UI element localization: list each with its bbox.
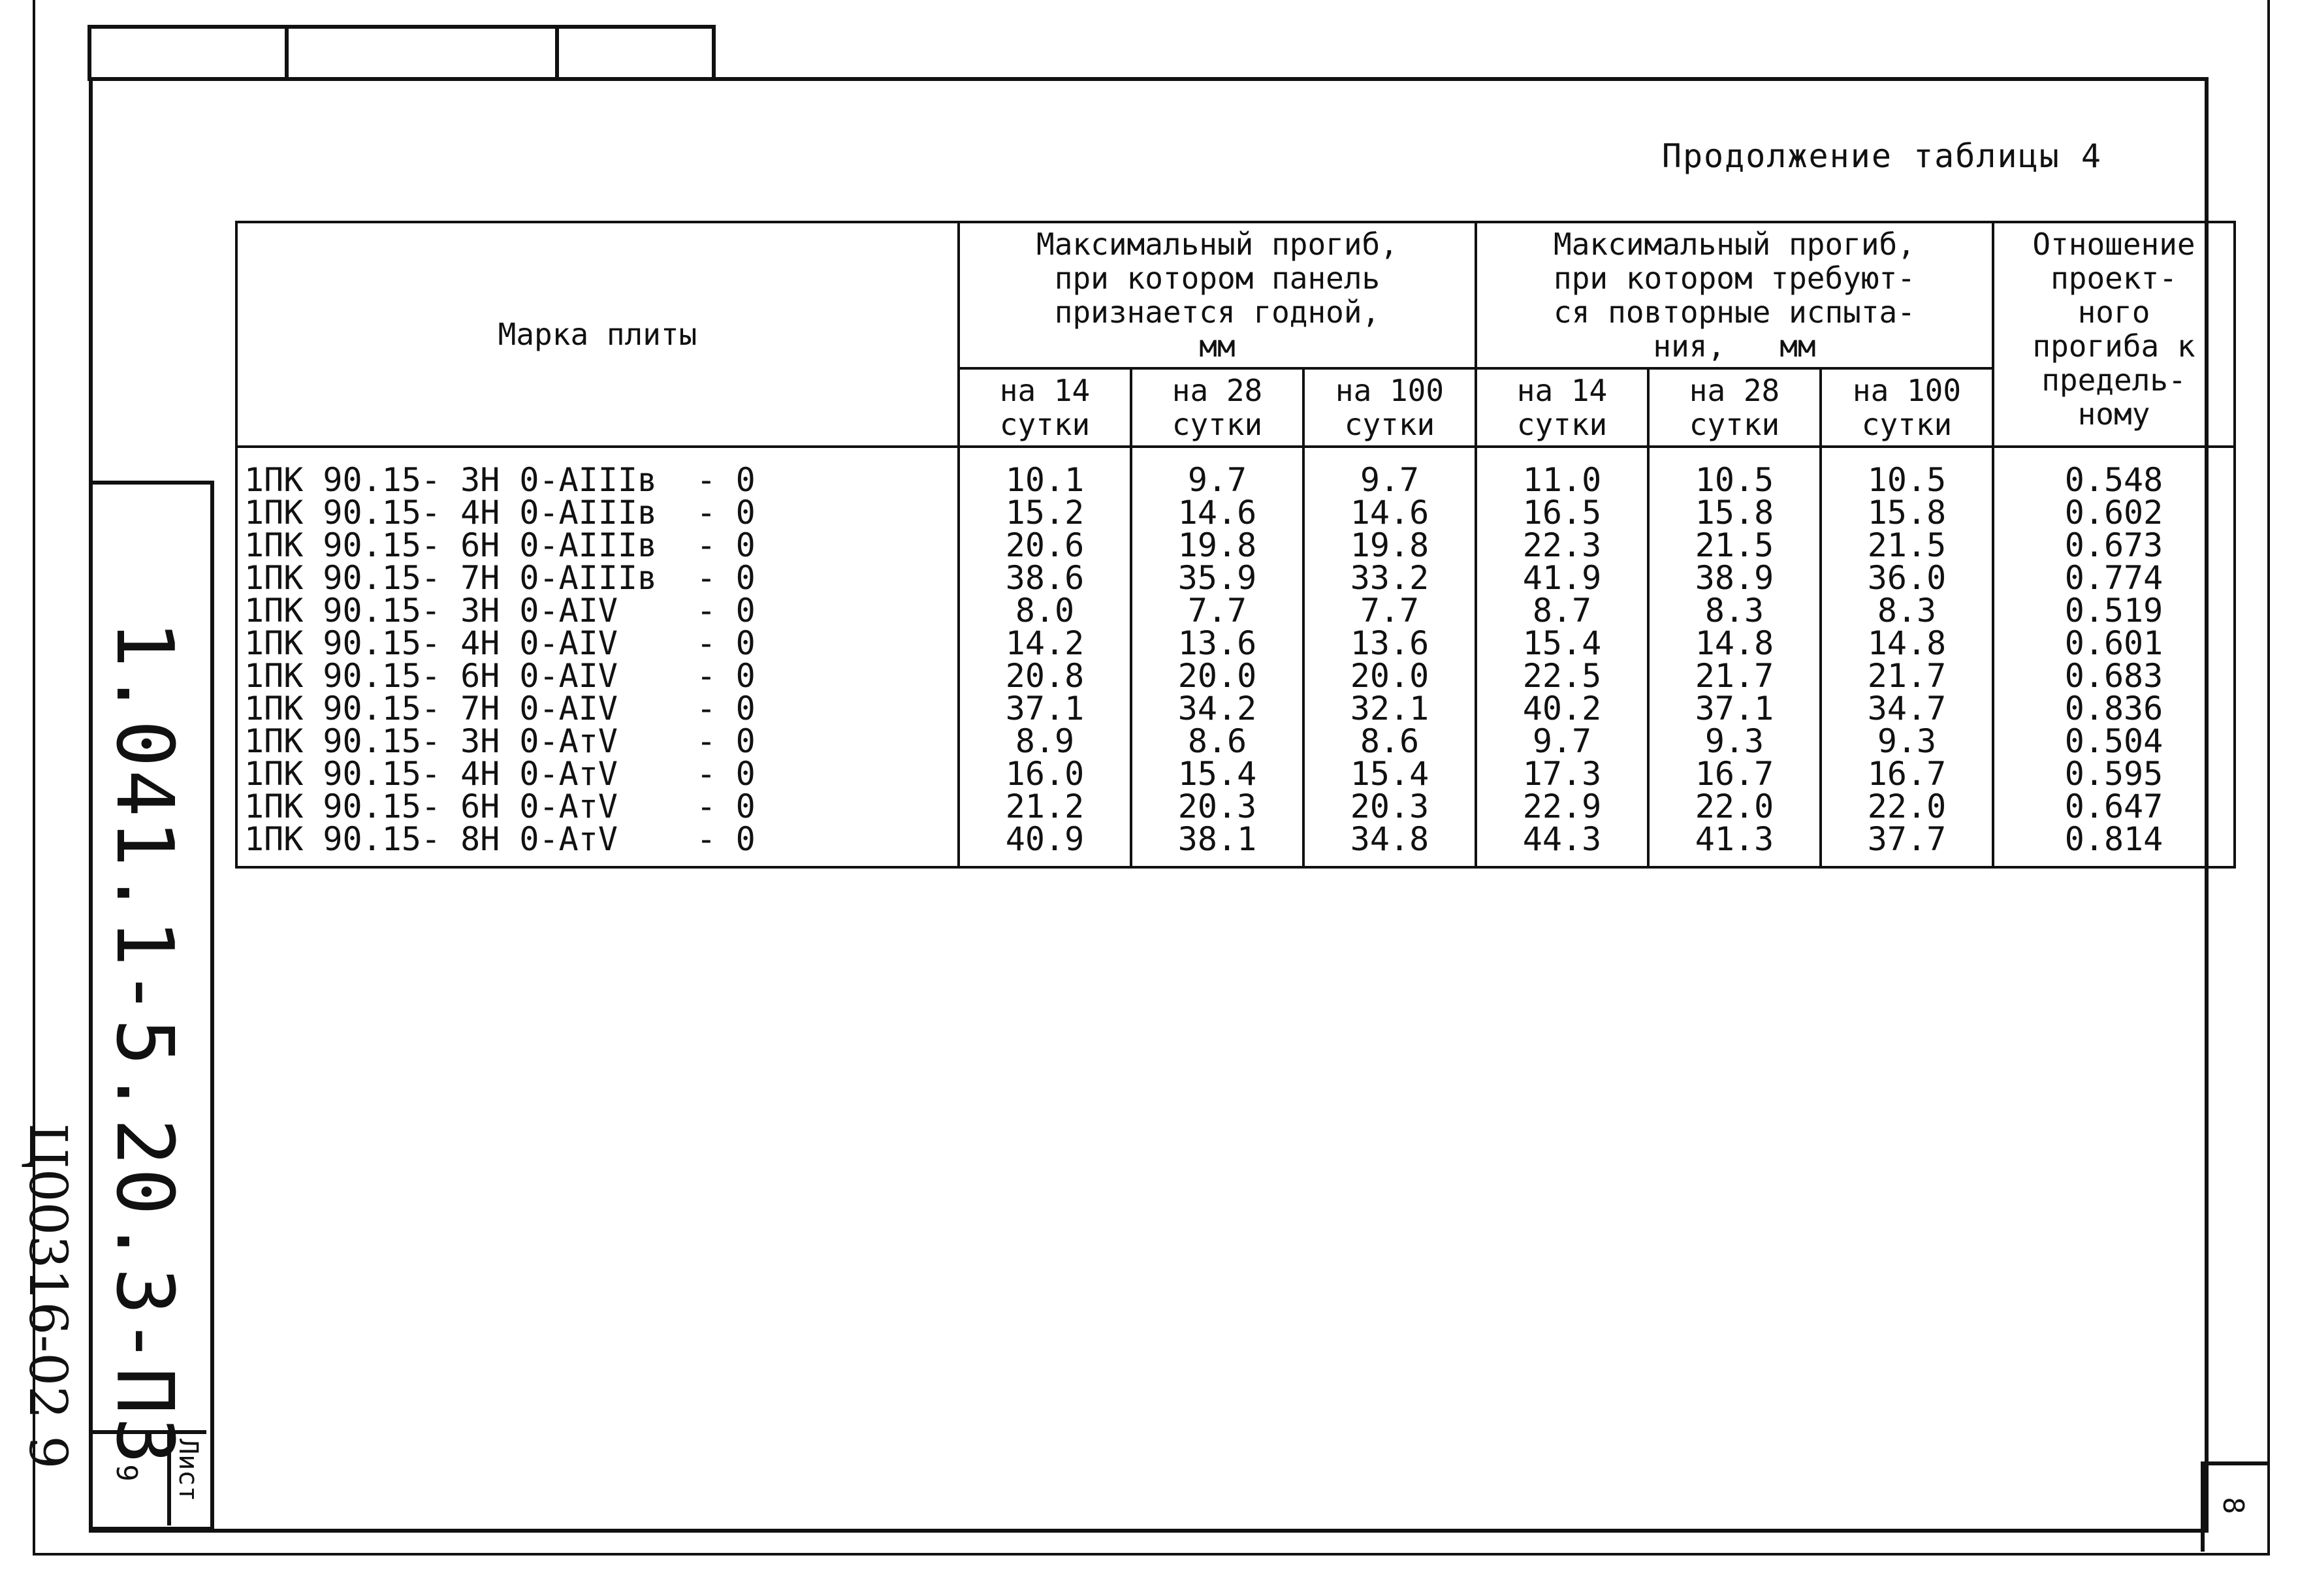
subheader-retest-100: на 100 сутки — [1821, 368, 1993, 447]
table-continuation-caption: Продолжение таблицы 4 — [1661, 137, 2102, 175]
col-group-pass: Максимальный прогиб, при котором панель признается годной, мм — [959, 222, 1476, 368]
subheader-retest-28: на 28 сутки — [1648, 368, 1821, 447]
cell-retest-28: 10.5 15.8 21.5 38.9 8.3 14.8 21.7 37.1 9.3 16.7 22.0 41.3 — [1648, 447, 1821, 867]
subheader-pass-100: на 100 сутки — [1303, 368, 1476, 447]
cell-pass-14: 10.1 15.2 20.6 38.6 8.0 14.2 20.8 37.1 8.9 16.0 21.2 40.9 — [959, 447, 1131, 867]
subheader-retest-14: на 14 сутки — [1476, 368, 1648, 447]
cell-marks: 1ПК 90.15- 3Н 0-AIIIв - 0 1ПК 90.15- 4Н 0-AIIIв - 0 1ПК 90.15- 6Н 0-AIIIв - 0 1ПК 90.15- 7Н 0-AIIIв - 0 1ПК 90.15- 3Н 0-AIV - 0 1ПК 90.15- 4Н 0-AIV - 0 1ПК 90.15- 6Н 0-AIV - 0 1ПК 90.15- 7Н 0-AIV - 0 1ПК 90.15- 3Н 0-AтV - 0 1ПК 90.15- 4Н 0-AтV - 0 1ПК 90.15- 6Н 0-AтV - 0 1ПК 90.15- 8Н 0-AтV - 0 — [236, 447, 959, 867]
top-stamp-cell-2 — [281, 25, 559, 81]
top-stamp-cell-1 — [88, 25, 289, 81]
sheet-label: Лист — [173, 1439, 203, 1502]
sheet-number: 9 — [109, 1464, 143, 1482]
cell-retest-100: 10.5 15.8 21.5 36.0 8.3 14.8 21.7 34.7 9.3 16.7 22.0 37.7 — [1821, 447, 1993, 867]
top-stamp-cell-3 — [555, 25, 716, 81]
archive-stamp: Ц00316-02 9 — [18, 1123, 78, 1469]
col-header-ratio: Отношение проект- ного прогиба к предель- ному — [1993, 222, 2235, 447]
subheader-pass-14: на 14 сутки — [959, 368, 1131, 447]
subheader-pass-28: на 28 сутки — [1131, 368, 1303, 447]
page-number: 8 — [2216, 1497, 2250, 1514]
document-code: 1.041.1-5.20.3-ПЗ — [99, 620, 189, 1467]
cell-pass-100: 9.7 14.6 19.8 33.2 7.7 13.6 20.0 32.1 8.6 15.4 20.3 34.8 — [1303, 447, 1476, 867]
deflection-table — [235, 221, 2236, 869]
col-group-retest: Максимальный прогиб, при котором требуют- ся повторные испыта- ния, мм — [1476, 222, 1993, 368]
cell-ratio: 0.548 0.602 0.673 0.774 0.519 0.601 0.683 0.836 0.504 0.595 0.647 0.814 — [1993, 447, 2235, 867]
col-header-mark: Марка плиты — [236, 222, 959, 447]
cell-retest-14: 11.0 16.5 22.3 41.9 8.7 15.4 22.5 40.2 9.7 17.3 22.9 44.3 — [1476, 447, 1648, 867]
cell-pass-28: 9.7 14.6 19.8 35.9 7.7 13.6 20.0 34.2 8.6 15.4 20.3 38.1 — [1131, 447, 1303, 867]
